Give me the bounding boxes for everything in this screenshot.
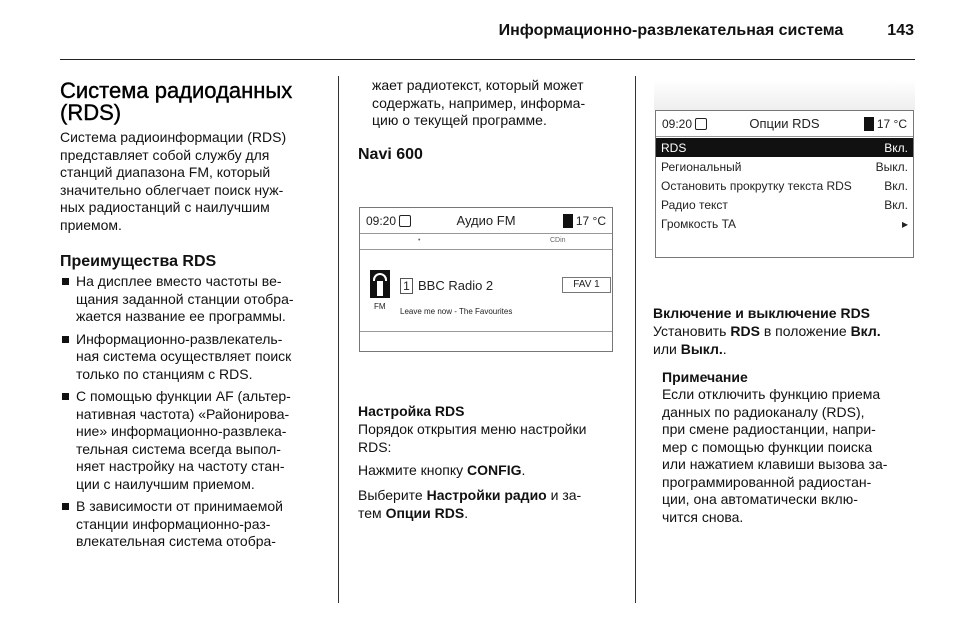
bullet-item [60,273,294,326]
text-line: ная система осуществляет поиск [76,348,292,364]
text-line: станций диапазона FM, который [60,164,271,180]
text-line: ние» информационно-развлека- [76,423,287,439]
option-value: Выкл. [875,159,908,174]
bullet-item [60,498,294,551]
text-line: мер с помощью функции поиска [662,438,873,455]
text: тем [358,504,386,521]
radio-tower-icon [370,270,390,298]
intro-paragraph [60,129,286,234]
title-line: Система радиоданных [60,78,293,103]
option-label: Региональный [661,159,742,174]
option-value: Вкл. [884,140,908,155]
text-line: жает радиотекст, который может [372,77,584,93]
option-value: Вкл. [884,197,908,212]
page-header [499,22,914,40]
thermometer-icon [563,214,573,228]
rds-onoff-text [653,323,881,358]
text-line: На дисплее вместо частоты ве- [76,273,282,289]
option-value: Вкл. [884,178,908,193]
rds-options-screen [655,110,914,258]
text-line: Если отключить функцию приема [662,386,881,402]
text-line: станции информационно-раз- [76,515,271,532]
option-row[interactable] [656,176,913,195]
option-row[interactable] [656,195,913,214]
text-line: при смене радиостанции, напри- [662,421,876,437]
text-bold: Вкл. [850,323,881,339]
clock-time: 09:20 [662,116,693,131]
bullet-item [60,331,294,384]
text: в положение [759,323,851,339]
text-line: значительно облегчает поиск нуж- [60,181,284,198]
station-name: BBC Radio 2 [418,278,494,293]
bullet-item [60,388,294,493]
preset-number: 1 [400,278,413,294]
text-line: тельная система всегда выпол- [76,440,281,457]
source-bar [360,234,612,250]
text: и за- [546,487,582,503]
text-line: содержать, например, информа- [372,94,586,111]
screen-shadow [654,80,915,110]
config-key: CONFIG [467,462,522,478]
text-line: чится снова. [662,508,744,525]
menu-radio-settings: Настройки радио [426,487,547,503]
fav-button[interactable]: FAV 1 [562,277,611,293]
screen-title: Аудио FM [456,213,516,228]
temperature: 17 °C [575,213,606,228]
section-title [60,80,292,124]
temperature: 17 °C [876,116,907,131]
options-list [656,137,913,233]
clock-icon [695,118,707,130]
screen-divider [360,331,612,332]
text-line: нативная частота) «Районирова- [76,405,290,422]
audio-fm-screen [359,207,613,352]
option-label: Радио текст [661,197,728,212]
text-line: ных радиостанций с наилучшим [60,199,270,215]
text-line: Информационно-развлекатель- [76,330,283,347]
text: Нажмите кнопку [358,462,468,478]
option-label: Остановить прокрутку текста RDS [661,178,852,193]
text: Выберите [358,487,427,503]
text: . [521,462,526,478]
text-line: ции, она автоматически вклю- [662,491,858,507]
step-config [358,462,525,480]
page-number: 143 [887,22,914,39]
screen-topbar [656,111,913,137]
text-bold: RDS [730,323,760,339]
text-line: представляет собой службу для [60,146,270,163]
header-title: Информационно-развлекательная система [498,22,844,39]
text: . [464,504,469,521]
text-line: Система радиоинформации (RDS) [60,129,287,145]
menu-rds-options: Опции RDS [385,504,465,521]
text-line: жается название ее программы. [76,308,286,324]
option-row[interactable] [656,157,913,176]
text-line: Порядок открытия меню настройки [358,421,587,437]
setup-heading: Настройка RDS [358,403,465,419]
clock-icon [399,215,411,227]
band-label: FM [374,302,386,311]
option-row[interactable] [656,214,913,233]
text-line: или нажатием клавиши вызова за- [662,456,888,472]
title-line: (RDS) [60,100,122,125]
navi-heading: Navi 600 [358,146,423,163]
subheading: Преимущества RDS [60,253,217,270]
text-line: данных по радиоканалу (RDS), [662,403,865,420]
thermometer-icon [864,117,874,131]
text-bold: Выкл. [680,340,723,357]
text-line: цию о текущей программе. [372,112,547,128]
column-divider [635,76,636,603]
text: или [653,340,681,357]
note-heading: Примечание [662,369,748,385]
text-line: щания заданной станции отобра- [76,290,294,307]
text-line: RDS: [358,438,392,455]
text-line: программированной радиостан- [662,473,872,490]
note-text [662,386,887,526]
text-line: влекательная система отобра- [76,533,276,549]
text: . [722,340,727,357]
bullet-list [60,273,294,556]
screen-title: Опции RDS [749,116,820,131]
option-label: Громкость TA [661,216,737,231]
clock-time: 09:20 [366,213,397,228]
screen-topbar [360,208,612,234]
option-row[interactable] [656,138,913,157]
text-line: ции с наилучшим приемом. [76,475,255,492]
radio-text: Leave me now - The Favourites [400,307,513,316]
option-label: RDS [661,140,687,155]
text-line: приемом. [60,216,122,233]
text-line: С помощью функции AF (альтер- [76,388,291,404]
paragraph [372,77,585,130]
option-value: ▸ [901,216,908,231]
source-indicator: • [418,237,421,244]
column-divider [338,76,339,603]
header-rule [60,59,915,60]
text: Установить [653,323,731,339]
rds-onoff-heading: Включение и выключение RDS [653,305,871,321]
cd-in-indicator: CDin [550,237,566,244]
text-line: В зависимости от принимаемой [76,498,283,514]
step-select [358,487,581,522]
text-line: только по станциям с RDS. [76,365,253,382]
setup-text [358,421,586,456]
text-line: няет настройку на частоту стан- [76,458,285,474]
